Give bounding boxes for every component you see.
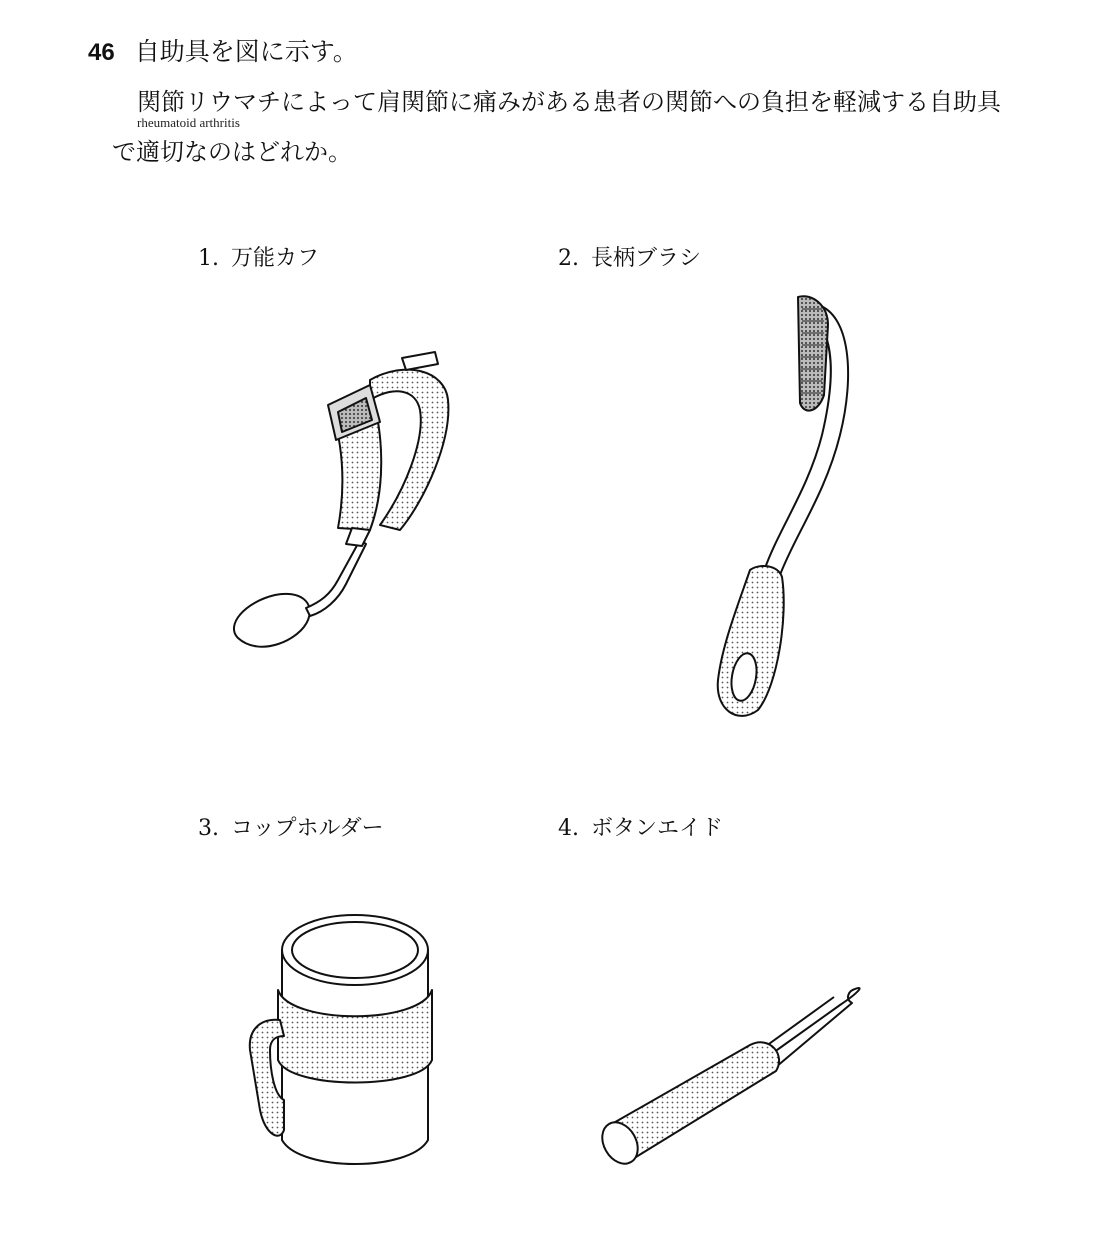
option-1-label: 万能カフ [231,246,320,271]
option-2-label: 長柄ブラシ [591,246,702,271]
option-2-number: 2. [558,246,579,271]
question-lead: 自助具を図に示す。 [134,37,358,66]
universal-cuff-figure [220,340,480,680]
option-2[interactable] [558,245,701,273]
option-4-label: ボタンエイド [591,816,724,841]
question-number: 46 [88,39,115,66]
option-3-number: 3. [198,816,219,841]
cup-holder-figure [240,900,450,1180]
long-handled-brush-figure [700,285,880,730]
question-stem-line2: で適切なのはどれか。 [112,138,352,166]
option-4[interactable] [558,815,723,843]
option-3-label: コップホルダー [231,816,384,841]
question-stem-line1: 関節リウマチによって肩関節に痛みがある患者の関節への負担を軽減する自助具 [137,88,1001,116]
option-3[interactable] [198,815,384,843]
question-header [88,36,358,69]
option-4-number: 4. [558,816,579,841]
button-aid-figure [590,975,880,1185]
ruby-annotation: rheumatoid arthritis [137,115,240,130]
option-1-number: 1. [198,246,219,271]
option-1[interactable] [198,245,319,273]
